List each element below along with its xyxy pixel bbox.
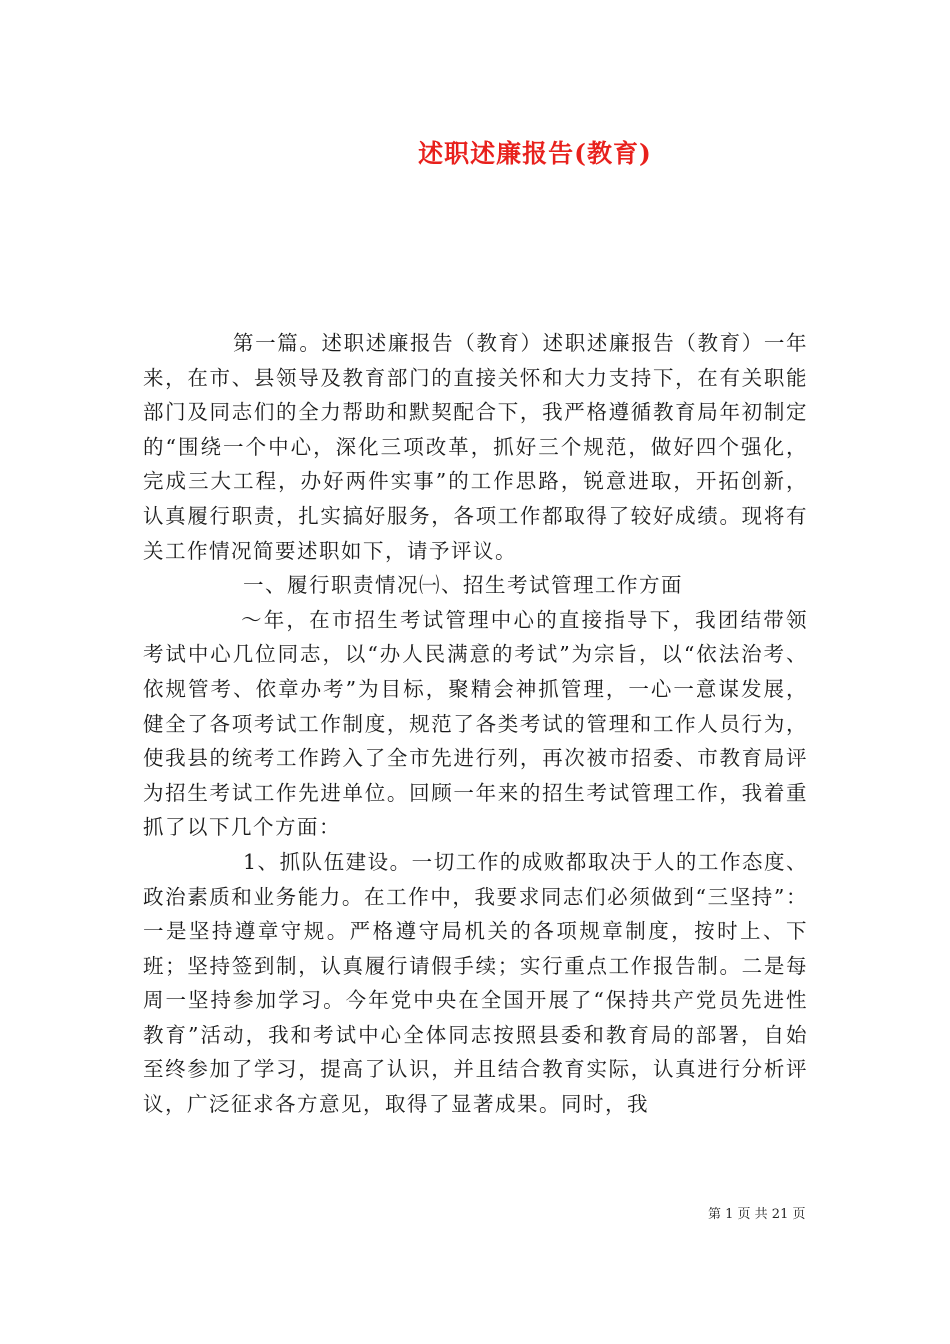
paragraph-exam-management: ～年，在市招生考试管理中心的直接指导下，我团结带领考试中心几位同志，以“办人民满意的考试”为宗旨，以“依法治考、依规管考、依章办考”为目标，聚精会神抓管理，一心一意谋发展，健全了各项考试工作制度，规范了各类考试的管理和工作人员行为，使我县的统考工作跨入了全市先进行列，再次被市招委、市教育局评为招生考试工作先进单位。回顾一年来的招生考试管理工作，我着重抓了以下几个方面： xyxy=(143,607,808,840)
document-body xyxy=(143,326,808,1122)
document-title: 述职述廉报告(教育) xyxy=(418,139,652,168)
paragraph-intro: 第一篇。述职述廉报告（教育）述职述廉报告（教育）一年来，在市、县领导及教育部门的直接关怀和大力支持下，在有关职能部门及同志们的全力帮助和默契配合下，我严格遵循教育局年初制定的“围绕一个中心，深化三项改革，抓好三个规范，做好四个强化，完成三大工程，办好两件实事”的工作思路，锐意进取，开拓创新，认真履行职责，扎实搞好服务，各项工作都取得了较好成绩。现将有关工作情况简要述职如下，请予评议。 xyxy=(143,331,808,563)
page-number: 第 1 页 共 21 页 xyxy=(708,1207,806,1222)
section-heading: 一、履行职责情况㈠、招生考试管理工作方面 xyxy=(243,573,683,598)
paragraph-team-building: 1、抓队伍建设。一切工作的成败都取决于人的工作态度、政治素质和业务能力。在工作中，我要求同志们必须做到“三坚持”：一是坚持遵章守规。严格遵守局机关的各项规章制度，按时上、下班；坚持签到制，认真履行请假手续；实行重点工作报告制。二是每周一坚持参加学习。今年党中央在全国开展了“保持共产党员先进性教育”活动，我和考试中心全体同志按照县委和教育局的部署，自始至终参加了学习，提高了认识，并且结合教育实际，认真进行分析评议，广泛征求各方意见，取得了显著成果。同时，我 xyxy=(143,849,808,1117)
